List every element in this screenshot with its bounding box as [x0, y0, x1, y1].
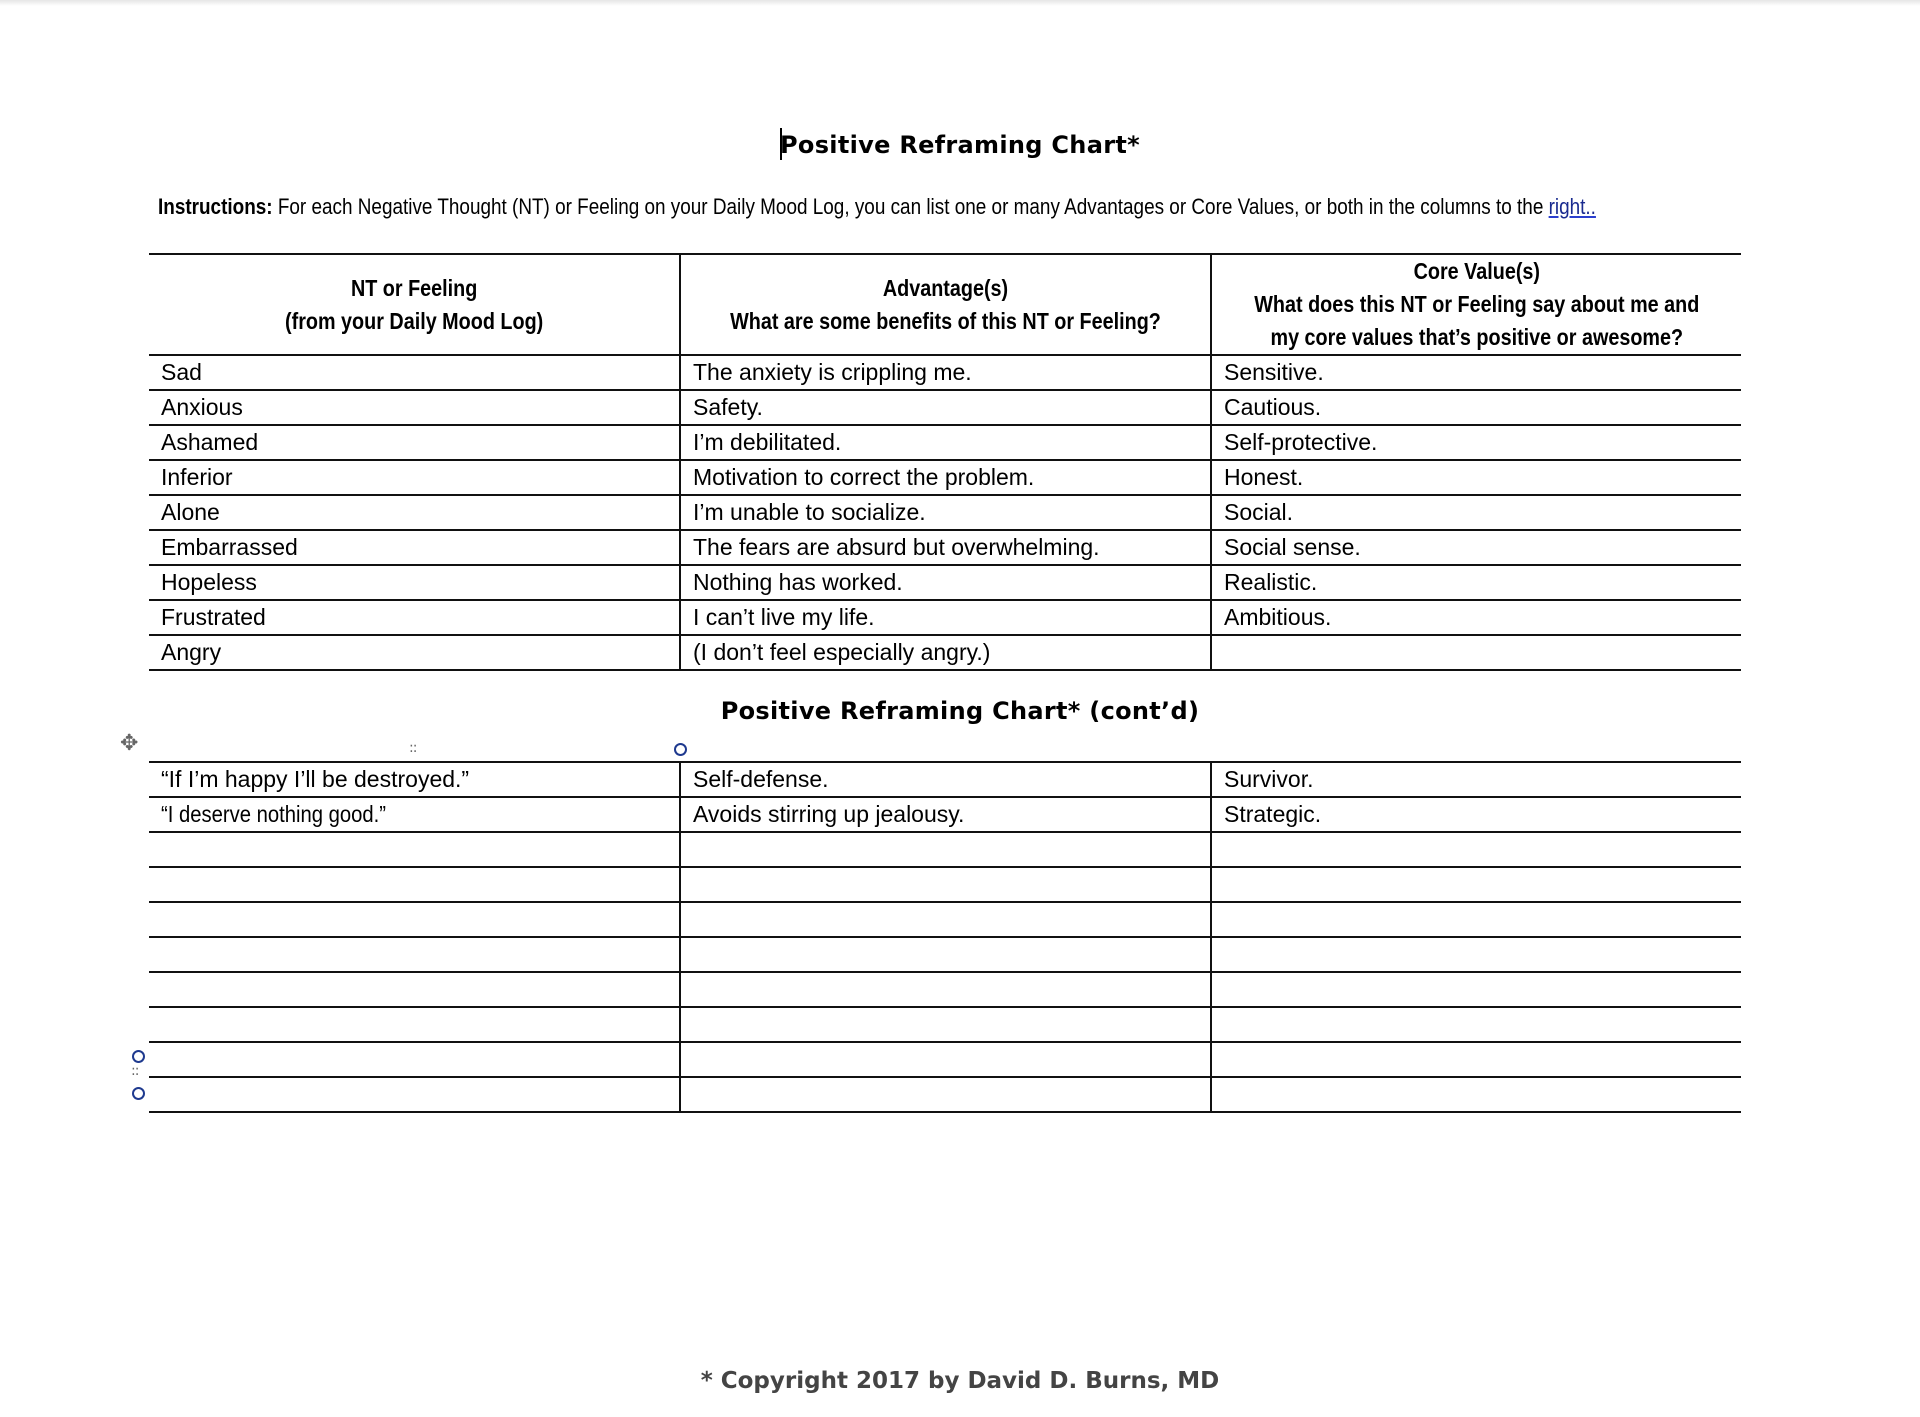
header-core-values[interactable] [1211, 254, 1741, 355]
cell-core-value[interactable] [1211, 495, 1741, 530]
cell-core-value[interactable] [1211, 460, 1741, 495]
cell-advantage[interactable] [680, 425, 1211, 460]
advantage-text: I can’t live my life. [693, 604, 875, 630]
table-row [149, 797, 1741, 832]
table-row [149, 355, 1741, 390]
table-row [149, 832, 1741, 867]
cell-core-value[interactable] [1211, 1077, 1741, 1112]
core-value-text: Social. [1224, 499, 1294, 525]
instructions-label: Instructions: [158, 194, 273, 219]
cell-advantage[interactable] [680, 600, 1211, 635]
advantage-text: The anxiety is crippling me. [693, 359, 972, 385]
feeling-text: Embarrassed [161, 534, 298, 560]
feeling-text: Sad [161, 359, 202, 385]
header-line: my core values that’s positive or awesome? [1270, 324, 1684, 350]
feeling-text: Inferior [161, 464, 233, 490]
advantage-text: I’m unable to socialize. [693, 499, 926, 525]
core-value-text: Sensitive. [1224, 359, 1324, 385]
document-title-text: Positive Reframing Chart* [780, 131, 1140, 159]
instructions-text: For each Negative Thought (NT) or Feeling on your Daily Mood Log, you can list one or many Advantages or Core Values, or both in the columns to the [272, 194, 1549, 219]
cell-feeling[interactable] [149, 600, 680, 635]
table-row [149, 530, 1741, 565]
table-row [149, 937, 1741, 972]
cell-feeling[interactable] [149, 390, 680, 425]
core-value-text: Ambitious. [1224, 604, 1332, 630]
cell-feeling[interactable] [149, 495, 680, 530]
core-value-text: Self-protective. [1224, 429, 1378, 455]
advantage-text: Motivation to correct the problem. [693, 464, 1035, 490]
feeling-text: Alone [161, 499, 220, 525]
table-row [149, 867, 1741, 902]
table-row [149, 390, 1741, 425]
cell-core-value[interactable] [1211, 762, 1741, 797]
header-advantages[interactable] [680, 254, 1211, 355]
move-arrows-icon[interactable]: ✥ [120, 731, 139, 756]
advantage-text: Self-defense. [693, 766, 829, 792]
core-value-text: Realistic. [1224, 569, 1318, 595]
advantage-text: I’m debilitated. [693, 429, 842, 455]
advantage-text: Nothing has worked. [693, 569, 903, 595]
table-row [149, 600, 1741, 635]
insert-row-circle-icon[interactable] [132, 1050, 145, 1063]
table-row [149, 1042, 1741, 1077]
reframing-table [149, 253, 1741, 671]
cell-core-value[interactable] [1211, 937, 1741, 972]
cell-advantage[interactable] [680, 355, 1211, 390]
core-value-text: Survivor. [1224, 766, 1314, 792]
cell-feeling[interactable] [149, 762, 680, 797]
cell-core-value[interactable] [1211, 635, 1741, 670]
cell-feeling[interactable] [149, 937, 680, 972]
instructions-paragraph[interactable] [158, 194, 1596, 220]
cell-feeling[interactable] [149, 972, 680, 1007]
core-value-text: Honest. [1224, 464, 1304, 490]
cell-feeling[interactable] [149, 832, 680, 867]
core-value-text: Social sense. [1224, 534, 1361, 560]
document-title[interactable] [0, 128, 1920, 160]
header-line: Advantage(s) [882, 274, 1009, 301]
cell-core-value[interactable] [1211, 600, 1741, 635]
cell-feeling[interactable] [149, 425, 680, 460]
copyright-footer: * Copyright 2017 by David D. Burns, MD [700, 1368, 1220, 1394]
cell-advantage[interactable] [680, 390, 1211, 425]
header-nt-feeling[interactable] [149, 254, 680, 355]
header-line: What does this NT or Feeling say about me and [1254, 291, 1700, 317]
cell-advantage[interactable] [680, 530, 1211, 565]
table-row [149, 1077, 1741, 1112]
cell-advantage[interactable] [680, 635, 1211, 670]
cell-advantage[interactable] [680, 1042, 1211, 1077]
cell-core-value[interactable] [1211, 565, 1741, 600]
table-header-row [149, 254, 1741, 355]
cell-feeling[interactable] [149, 1042, 680, 1077]
cell-advantage[interactable] [680, 937, 1211, 972]
cell-advantage[interactable] [680, 797, 1211, 832]
feeling-text: “I deserve nothing good.” [161, 801, 387, 827]
cell-advantage[interactable] [680, 565, 1211, 600]
cell-advantage[interactable] [680, 762, 1211, 797]
cell-feeling[interactable] [149, 460, 680, 495]
cell-advantage[interactable] [680, 902, 1211, 937]
cell-advantage[interactable] [680, 1077, 1211, 1112]
cell-core-value[interactable] [1211, 425, 1741, 460]
advantage-text: (I don’t feel especially angry.) [693, 639, 991, 665]
cell-core-value[interactable] [1211, 902, 1741, 937]
window-top-shadow [0, 0, 1920, 6]
core-value-text: Cautious. [1224, 394, 1322, 420]
table-row [149, 460, 1741, 495]
table-row [149, 425, 1741, 460]
header-line: (from your Daily Mood Log) [284, 307, 544, 334]
column-grip-icon[interactable]: :: [409, 740, 417, 756]
feeling-text: Angry [161, 639, 222, 665]
cell-advantage[interactable] [680, 832, 1211, 867]
table-row [149, 972, 1741, 1007]
advantage-text: Safety. [693, 394, 763, 420]
feeling-text: Frustrated [161, 604, 266, 630]
insert-row-circle-icon[interactable] [132, 1087, 145, 1100]
cell-feeling[interactable] [149, 565, 680, 600]
cell-advantage[interactable] [680, 972, 1211, 1007]
core-value-text: Strategic. [1224, 801, 1322, 827]
cell-feeling[interactable] [149, 902, 680, 937]
advantage-text: Avoids stirring up jealousy. [693, 801, 965, 827]
cell-core-value[interactable] [1211, 832, 1741, 867]
feeling-text: Ashamed [161, 429, 259, 455]
cell-core-value[interactable] [1211, 1042, 1741, 1077]
cell-feeling[interactable] [149, 530, 680, 565]
header-line: What are some benefits of this NT or Feeling? [730, 307, 1161, 334]
cell-core-value[interactable] [1211, 390, 1741, 425]
reframing-table-continued [149, 761, 1741, 1113]
cell-advantage[interactable] [680, 1007, 1211, 1042]
cell-core-value[interactable] [1211, 1007, 1741, 1042]
advantage-text: The fears are absurd but overwhelming. [693, 534, 1100, 560]
cell-core-value[interactable] [1211, 355, 1741, 390]
table-row [149, 1007, 1741, 1042]
table-row [149, 635, 1741, 670]
cell-advantage[interactable] [680, 460, 1211, 495]
cell-advantage[interactable] [680, 867, 1211, 902]
cell-feeling[interactable] [149, 797, 680, 832]
table-row [149, 902, 1741, 937]
cell-core-value[interactable] [1211, 797, 1741, 832]
cell-feeling[interactable] [149, 635, 680, 670]
feeling-text: Anxious [161, 394, 243, 420]
table-row [149, 762, 1741, 797]
table-row [149, 495, 1741, 530]
feeling-text: Hopeless [161, 569, 257, 595]
feeling-text: “If I’m happy I’ll be destroyed.” [161, 766, 470, 792]
cell-feeling[interactable] [149, 1077, 680, 1112]
cell-core-value[interactable] [1211, 867, 1741, 902]
row-grip-icon[interactable]: :: [131, 1063, 139, 1079]
header-line: NT or Feeling [350, 274, 478, 301]
header-line: Core Value(s) [1413, 258, 1540, 284]
instructions-link[interactable]: right.. [1548, 194, 1596, 219]
cell-core-value[interactable] [1211, 972, 1741, 1007]
cell-advantage[interactable] [680, 495, 1211, 530]
table-continued-title[interactable]: Positive Reframing Chart* (cont’d) [720, 697, 1200, 725]
cell-feeling[interactable] [149, 1007, 680, 1042]
cell-core-value[interactable] [1211, 530, 1741, 565]
cell-feeling[interactable] [149, 867, 680, 902]
cell-feeling[interactable] [149, 355, 680, 390]
insert-column-circle-icon[interactable] [674, 743, 687, 756]
table-row [149, 565, 1741, 600]
